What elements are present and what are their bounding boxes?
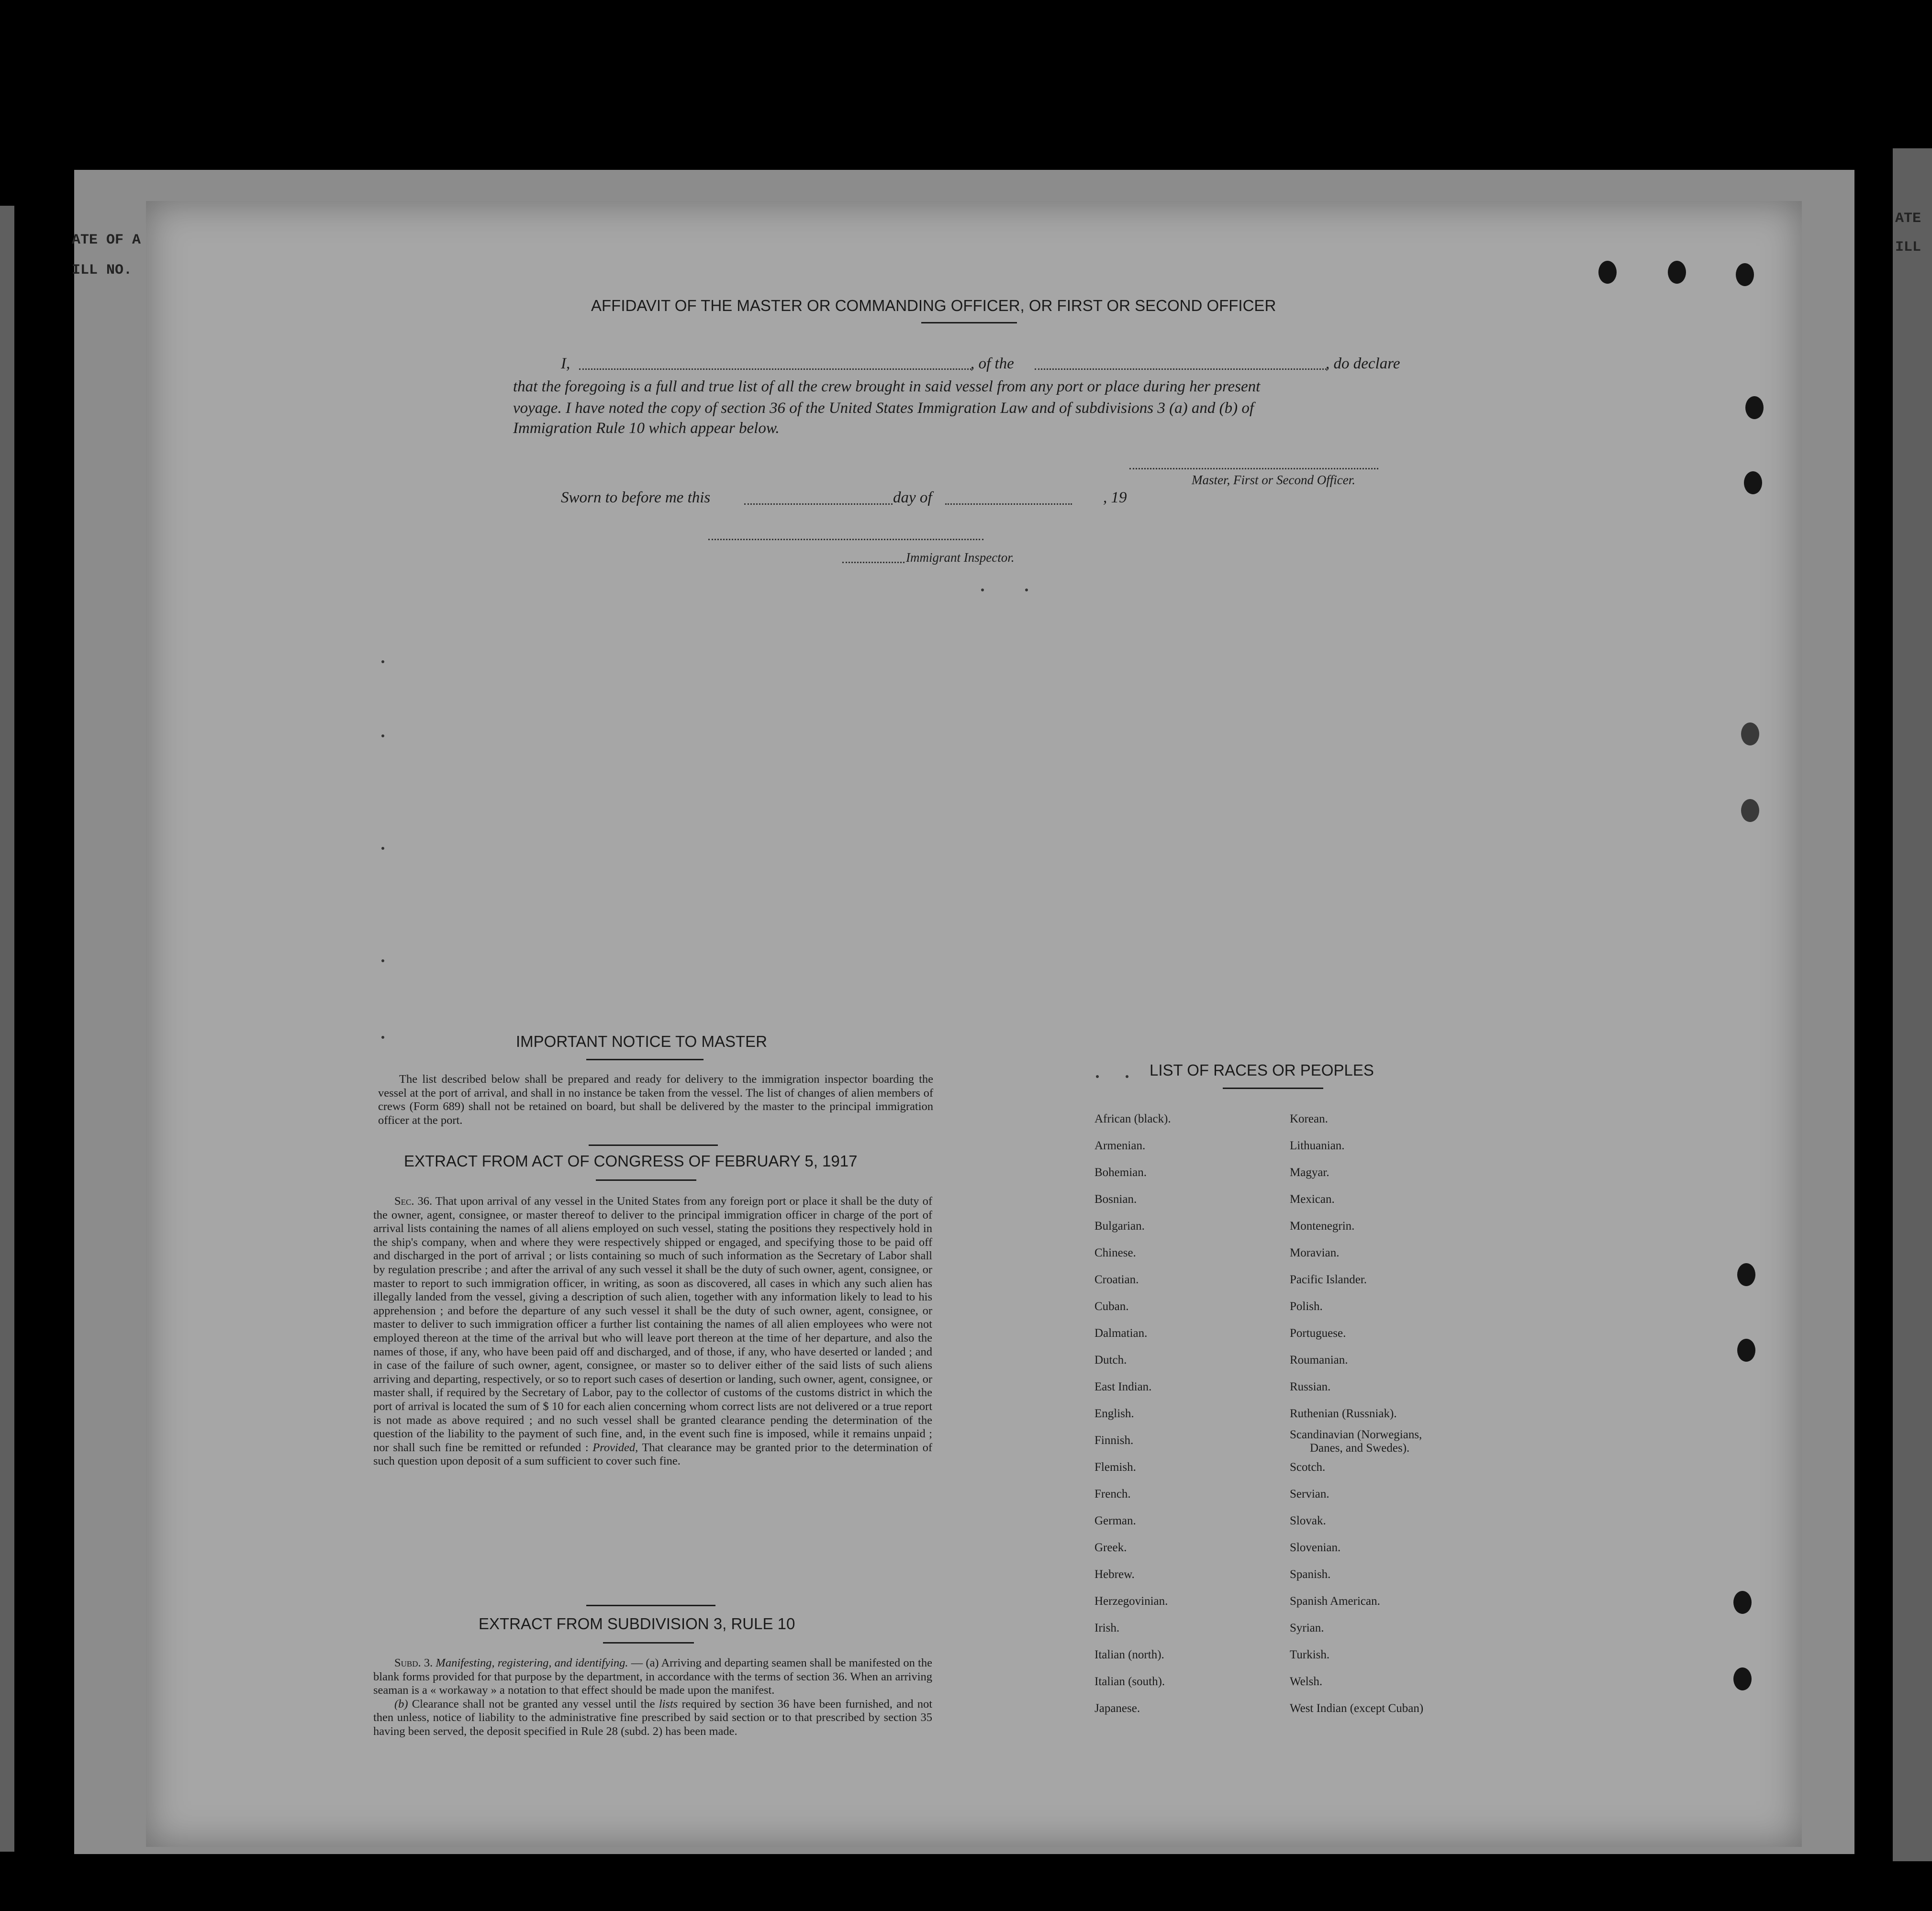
document-page bbox=[146, 201, 1802, 1847]
race-item: West Indian (except Cuban) bbox=[1290, 1702, 1424, 1715]
notice-bottom-rule bbox=[589, 1144, 718, 1146]
punch-hole bbox=[1598, 261, 1617, 284]
right-fragment-1: ATE bbox=[1895, 211, 1921, 227]
race-item: Polish. bbox=[1290, 1300, 1323, 1313]
rule-text bbox=[373, 1656, 932, 1739]
act-body-end: That clearance may be granted prior to the determination of such question upon deposit of a sum sufficient to cover such fine. bbox=[373, 1441, 932, 1468]
act-provided: Provided, bbox=[592, 1441, 638, 1454]
day-of-label: day of bbox=[893, 489, 932, 506]
race-item: Flemish. bbox=[1094, 1461, 1136, 1474]
sworn-month-field[interactable] bbox=[945, 503, 1072, 505]
race-item: Spanish. bbox=[1290, 1568, 1331, 1581]
race-item: Mexican. bbox=[1290, 1193, 1335, 1206]
punch-hole bbox=[1745, 396, 1764, 419]
master-name-field[interactable] bbox=[579, 368, 972, 370]
race-item: Dutch. bbox=[1094, 1354, 1127, 1367]
affidavit-line-4: Immigration Rule 10 which appear below. bbox=[513, 420, 780, 437]
race-item: Magyar. bbox=[1290, 1166, 1329, 1179]
race-item: German. bbox=[1094, 1514, 1136, 1527]
race-item: Scotch. bbox=[1290, 1461, 1326, 1474]
race-item: Turkish. bbox=[1290, 1648, 1330, 1661]
notice-text bbox=[378, 1073, 933, 1127]
rule-b-text2: required by section 36 have been furnished, and not then unless, notice of liability to the administrative fine prescribed by said section or to that prescribed by section 35 having been served, the deposit specified in Rule 28 (subd. 2) has been made. bbox=[373, 1697, 932, 1738]
punch-hole bbox=[1741, 722, 1759, 745]
affidavit-i: I, bbox=[561, 355, 570, 372]
race-item: Moravian. bbox=[1290, 1246, 1340, 1259]
race-item: Spanish American. bbox=[1290, 1595, 1380, 1608]
race-item: English. bbox=[1094, 1407, 1134, 1420]
right-scan-strip bbox=[1893, 148, 1932, 1861]
rule-a-label: — (a) bbox=[631, 1656, 659, 1669]
notice-title: IMPORTANT NOTICE TO MASTER bbox=[516, 1033, 768, 1050]
act-rule bbox=[596, 1179, 696, 1181]
vessel-name-field[interactable] bbox=[1035, 368, 1327, 370]
race-item: Russian. bbox=[1290, 1380, 1331, 1393]
race-item: Greek. bbox=[1094, 1541, 1127, 1554]
rule-b-lists: lists bbox=[659, 1697, 678, 1711]
race-item: French. bbox=[1094, 1488, 1131, 1500]
sworn-day-field[interactable] bbox=[744, 503, 893, 505]
act-section-label: Sec. 36. bbox=[394, 1195, 433, 1208]
left-fragment-2: ILL NO. bbox=[72, 262, 133, 278]
races-rule bbox=[1223, 1088, 1323, 1089]
race-item: Syrian. bbox=[1290, 1622, 1324, 1634]
race-item: Danes, and Swedes). bbox=[1310, 1442, 1410, 1455]
affidavit-of-the: , of the bbox=[971, 355, 1014, 372]
race-item: Italian (north). bbox=[1094, 1648, 1164, 1661]
race-item: East Indian. bbox=[1094, 1380, 1152, 1393]
race-item: Pacific Islander. bbox=[1290, 1273, 1367, 1286]
race-item: Cuban. bbox=[1094, 1300, 1129, 1313]
master-signature-label: Master, First or Second Officer. bbox=[1192, 473, 1355, 487]
race-item: Hebrew. bbox=[1094, 1568, 1135, 1581]
race-item: Bosnian. bbox=[1094, 1193, 1137, 1206]
margin-dot bbox=[381, 959, 384, 962]
year-label: , 19 bbox=[1103, 489, 1127, 506]
affidavit-title-rule bbox=[921, 322, 1017, 323]
affidavit-title: AFFIDAVIT OF THE MASTER OR COMMANDING OFFICER, OR FIRST OR SECOND OFFICER bbox=[591, 297, 1276, 314]
notice-paragraph: The list described below shall be prepared and ready for delivery to the immigration inspector boarding the vessel at the port of arrival, and shall in no instance be taken from the vessel. The list of changes of alien members of crews (Form 689) shall not be retained on board, but shall be delivered by the master to the principal immigration officer at the port. bbox=[378, 1073, 933, 1127]
punch-hole bbox=[1737, 1339, 1755, 1362]
punch-hole bbox=[1737, 1263, 1755, 1286]
race-item: Scandinavian (Norwegians, bbox=[1290, 1428, 1422, 1441]
race-item: Portuguese. bbox=[1290, 1327, 1346, 1340]
margin-dot bbox=[381, 734, 384, 737]
race-item: Irish. bbox=[1094, 1622, 1120, 1634]
margin-dot bbox=[981, 589, 984, 591]
rule-paragraph-b bbox=[373, 1698, 932, 1739]
inspector-label: Immigrant Inspector. bbox=[906, 550, 1015, 565]
race-item: Armenian. bbox=[1094, 1139, 1146, 1152]
margin-dot bbox=[381, 1036, 384, 1039]
inspector-signature-field[interactable] bbox=[708, 539, 983, 540]
race-item: Chinese. bbox=[1094, 1246, 1136, 1259]
rule-b-label: (b) bbox=[394, 1697, 408, 1711]
act-text bbox=[373, 1195, 932, 1468]
margin-dot bbox=[381, 847, 384, 850]
race-item: Croatian. bbox=[1094, 1273, 1139, 1286]
race-item: Bohemian. bbox=[1094, 1166, 1147, 1179]
left-fragment-1: ATE OF A bbox=[72, 232, 141, 248]
race-item: Welsh. bbox=[1290, 1675, 1323, 1688]
punch-hole bbox=[1668, 261, 1686, 284]
master-signature-field[interactable] bbox=[1129, 468, 1378, 469]
race-item: Korean. bbox=[1290, 1112, 1328, 1125]
margin-dot bbox=[1096, 1075, 1099, 1078]
rule-title-rule bbox=[603, 1642, 694, 1644]
right-fragment-2: ILL bbox=[1895, 239, 1921, 256]
rule-a-text: Arriving and departing seamen shall be manifested on the blank forms provided for that purpose by the department, in accordance with the terms of section 36. When an arriving seaman is a « workaway » a notation to that effect should be made upon the manifest. bbox=[373, 1656, 932, 1697]
affidavit-line-3: voyage. I have noted the copy of section 36 of the United States Immigration Law and of subdivisions 3 (a) and (b) of bbox=[513, 400, 1254, 417]
margin-dot bbox=[1025, 589, 1028, 591]
rule-b-text1: Clearance shall not be granted any vessel until the bbox=[412, 1697, 655, 1711]
race-item: Japanese. bbox=[1094, 1702, 1140, 1715]
races-title: LIST OF RACES OR PEOPLES bbox=[1150, 1061, 1374, 1079]
rule-title: EXTRACT FROM SUBDIVISION 3, RULE 10 bbox=[479, 1615, 795, 1633]
rule-paragraph-a bbox=[373, 1656, 932, 1698]
affidavit-line-2: that the foregoing is a full and true list of all the crew brought in said vessel from any port or place during her present bbox=[513, 378, 1261, 395]
punch-hole bbox=[1744, 471, 1762, 494]
race-item: Herzegovinian. bbox=[1094, 1595, 1168, 1608]
punch-hole bbox=[1733, 1667, 1752, 1690]
race-item: Ruthenian (Russniak). bbox=[1290, 1407, 1397, 1420]
punch-hole bbox=[1736, 263, 1754, 286]
rule-subd-label: Subd. 3. bbox=[394, 1656, 433, 1669]
punch-hole bbox=[1733, 1591, 1752, 1614]
act-bottom-rule bbox=[586, 1605, 715, 1606]
race-item: Bulgarian. bbox=[1094, 1220, 1145, 1233]
race-item: African (black). bbox=[1094, 1112, 1171, 1125]
race-item: Montenegrin. bbox=[1290, 1220, 1355, 1233]
rule-subd-heading: Manifesting, registering, and identifying. bbox=[436, 1656, 628, 1669]
notice-rule bbox=[586, 1059, 704, 1060]
margin-dot bbox=[381, 660, 384, 663]
race-item: Lithuanian. bbox=[1290, 1139, 1345, 1152]
race-item: Finnish. bbox=[1094, 1434, 1134, 1447]
act-title: EXTRACT FROM ACT OF CONGRESS OF FEBRUARY 5, 1917 bbox=[404, 1152, 858, 1170]
margin-dot bbox=[1126, 1075, 1128, 1078]
race-item: Dalmatian. bbox=[1094, 1327, 1148, 1340]
punch-hole bbox=[1741, 799, 1759, 822]
race-item: Servian. bbox=[1290, 1488, 1329, 1500]
race-item: Roumanian. bbox=[1290, 1354, 1348, 1367]
sworn-label: Sworn to before me this bbox=[561, 489, 711, 506]
affidavit-do-declare: , do declare bbox=[1326, 355, 1400, 372]
race-item: Italian (south). bbox=[1094, 1675, 1165, 1688]
inspector-signature-field-2[interactable] bbox=[842, 562, 905, 563]
race-item: Slovak. bbox=[1290, 1514, 1326, 1527]
race-item: Slovenian. bbox=[1290, 1541, 1341, 1554]
act-body: That upon arrival of any vessel in the United States from any foreign port or place it shall be the duty of the owner, agent, consignee, or master thereof to deliver to the principal immigration officer in charge of the port of arrival lists containing the names of all aliens employed on such vessel, stating the positions they respectively hold in the ship's company, when and where they were respectively shipped or engaged, and specifying those to be paid off and discharged in the port of arrival ; or lists containing so much of such information as the Secretary of Labor shall by regulation prescribe ; and after the arrival of any such vessel it shall be the duty of such owner, agent, consignee, or master to report to such immigration officer, in writing, as soon as discovered, all cases in which any such alien has illegally landed from the vessel, giving a description of such alien, together with any information likely to lead to his apprehension ; and before the departure of any such vessel it shall be the duty of such owner, agent, consignee, or master to deliver to such immigration officer a further list containing the names of all alien employees who were not employed thereon at the time of the arrival but who will leave port thereon at the time of her departure, and also the names of those, if any, who have been paid off and discharged, and of those, if any, who have deserted or landed ; and in case of the failure of such owner, agent, consignee, or master so to deliver either of the said lists of such aliens arriving and departing, respectively, or so to report such cases of desertion or landing, such owner, agent, consignee, or master shall, if required by the Secretary of Labor, pay to the collector of customs of the customs district in which the port of arrival is located the sum of $ 10 for each alien concerning whom correct lists are not delivered or a true report is not made as above required ; and no such vessel shall be granted clearance pending the determination of the question of the liability to the payment of such fine, and, in the event such fine is imposed, while it remains unpaid ; nor shall such fine be remitted or refunded : bbox=[373, 1195, 932, 1454]
left-scan-strip bbox=[0, 206, 14, 1852]
act-paragraph bbox=[373, 1195, 932, 1468]
